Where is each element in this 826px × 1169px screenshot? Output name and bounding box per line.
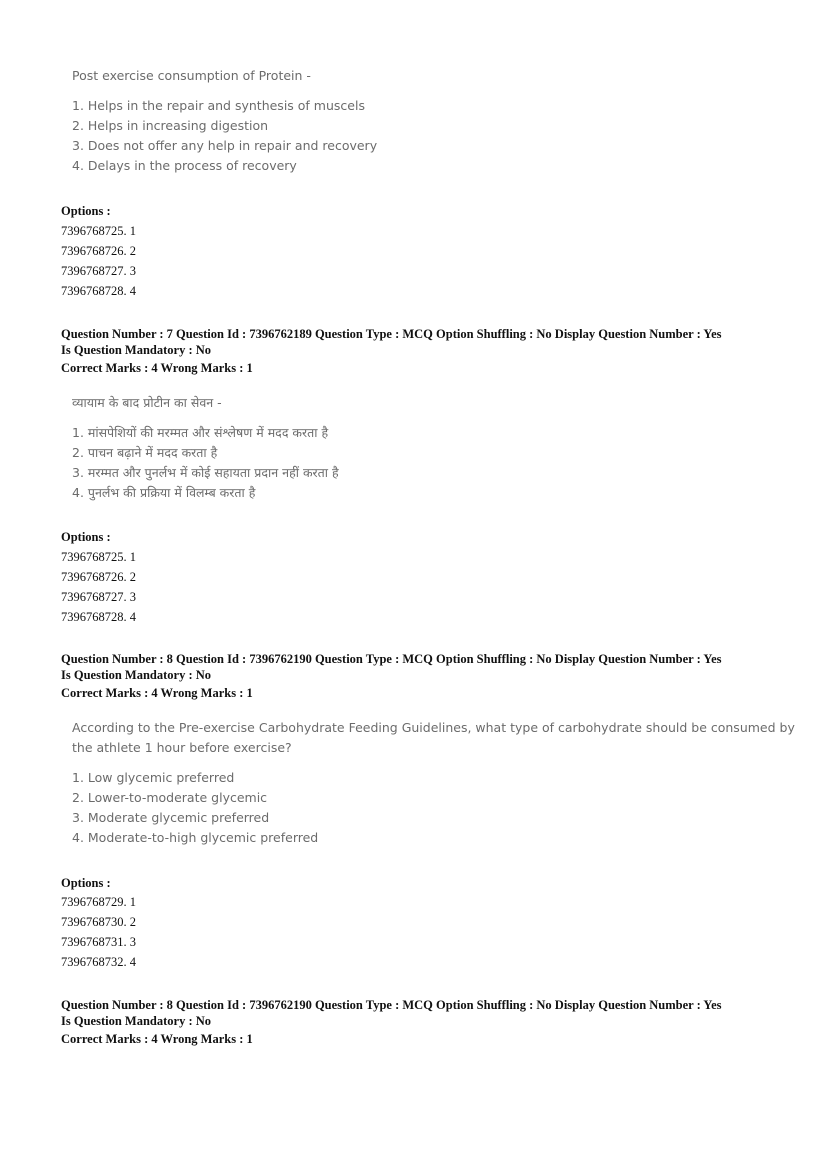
q8-choice-1: 1. Low glycemic preferred — [72, 770, 235, 785]
q8-options-label: Options : — [61, 876, 111, 890]
q7-choice-2: 2. पाचन बढ़ाने में मदद करता है — [72, 445, 218, 460]
q7-option-1: 7396768725. 1 — [61, 550, 136, 564]
q6-option-2: 7396768726. 2 — [61, 244, 136, 258]
q8-stem-line1: According to the Pre-exercise Carbohydrate Feeding Guidelines, what type of carbohydrate should be consumed by — [72, 720, 795, 735]
q8b-meta-line2: Is Question Mandatory : No — [61, 1014, 212, 1028]
q7-choices — [72, 423, 339, 503]
q8-meta — [61, 651, 771, 701]
q7-option-4: 7396768728. 4 — [61, 610, 136, 624]
q6-question-image — [72, 66, 377, 176]
q6-option-4: 7396768728. 4 — [61, 284, 136, 298]
q8-option-1: 7396768729. 1 — [61, 895, 136, 909]
q7-question-image — [72, 393, 339, 503]
q8-option-3: 7396768731. 3 — [61, 935, 136, 949]
q6-choice-4: 4. Delays in the process of recovery — [72, 158, 297, 173]
q7-choice-1: 1. मांसपेशियों की मरम्मत और संश्लेषण में मदद करता है — [72, 425, 329, 440]
q7-stem: व्यायाम के बाद प्रोटीन का सेवन - — [72, 395, 222, 410]
q8-meta-line3: Correct Marks : 4 Wrong Marks : 1 — [61, 686, 253, 700]
q6-choice-3: 3. Does not offer any help in repair and recovery — [72, 138, 378, 153]
q7-option-2: 7396768726. 2 — [61, 570, 136, 584]
q8-stem-line2: the athlete 1 hour before exercise? — [72, 740, 292, 755]
q8-choices — [72, 768, 795, 848]
q7-meta-line1: Question Number : 7 Question Id : 7396762189 Question Type : MCQ Option Shuffling : No Display Question Number : Yes — [61, 327, 722, 341]
q6-choice-1: 1. Helps in the repair and synthesis of muscels — [72, 98, 365, 113]
q8-meta-line1: Question Number : 8 Question Id : 7396762190 Question Type : MCQ Option Shuffling : No Display Question Number : Yes — [61, 652, 722, 666]
q7-choice-4: 4. पुनर्लभ की प्रक्रिया में विलम्ब करता है — [72, 485, 256, 500]
q8-question-image — [72, 718, 795, 848]
q6-options-label: Options : — [61, 204, 111, 218]
q8-choice-2: 2. Lower-to-moderate glycemic — [72, 790, 268, 805]
q8-choice-4: 4. Moderate-to-high glycemic preferred — [72, 830, 319, 845]
q7-option-3: 7396768727. 3 — [61, 590, 136, 604]
q8b-meta-line1: Question Number : 8 Question Id : 7396762190 Question Type : MCQ Option Shuffling : No Display Question Number : Yes — [61, 998, 722, 1012]
q7-choice-3: 3. मरम्मत और पुनर्लभ में कोई सहायता प्रदान नहीं करता है — [72, 465, 339, 480]
q8-choice-3: 3. Moderate glycemic preferred — [72, 810, 270, 825]
q7-meta-line3: Correct Marks : 4 Wrong Marks : 1 — [61, 361, 253, 375]
q7-meta — [61, 326, 771, 376]
q6-stem: Post exercise consumption of Protein - — [72, 68, 311, 83]
q8b-meta-line3: Correct Marks : 4 Wrong Marks : 1 — [61, 1032, 253, 1046]
q6-option-1: 7396768725. 1 — [61, 224, 136, 238]
q7-options-label: Options : — [61, 530, 111, 544]
q8-option-4: 7396768732. 4 — [61, 955, 136, 969]
q8-meta-line2: Is Question Mandatory : No — [61, 668, 212, 682]
q7-meta-line2: Is Question Mandatory : No — [61, 343, 212, 357]
q6-choice-2: 2. Helps in increasing digestion — [72, 118, 269, 133]
q6-option-3: 7396768727. 3 — [61, 264, 136, 278]
q8b-meta — [61, 997, 771, 1047]
q6-choices — [72, 96, 377, 176]
q8-option-2: 7396768730. 2 — [61, 915, 136, 929]
